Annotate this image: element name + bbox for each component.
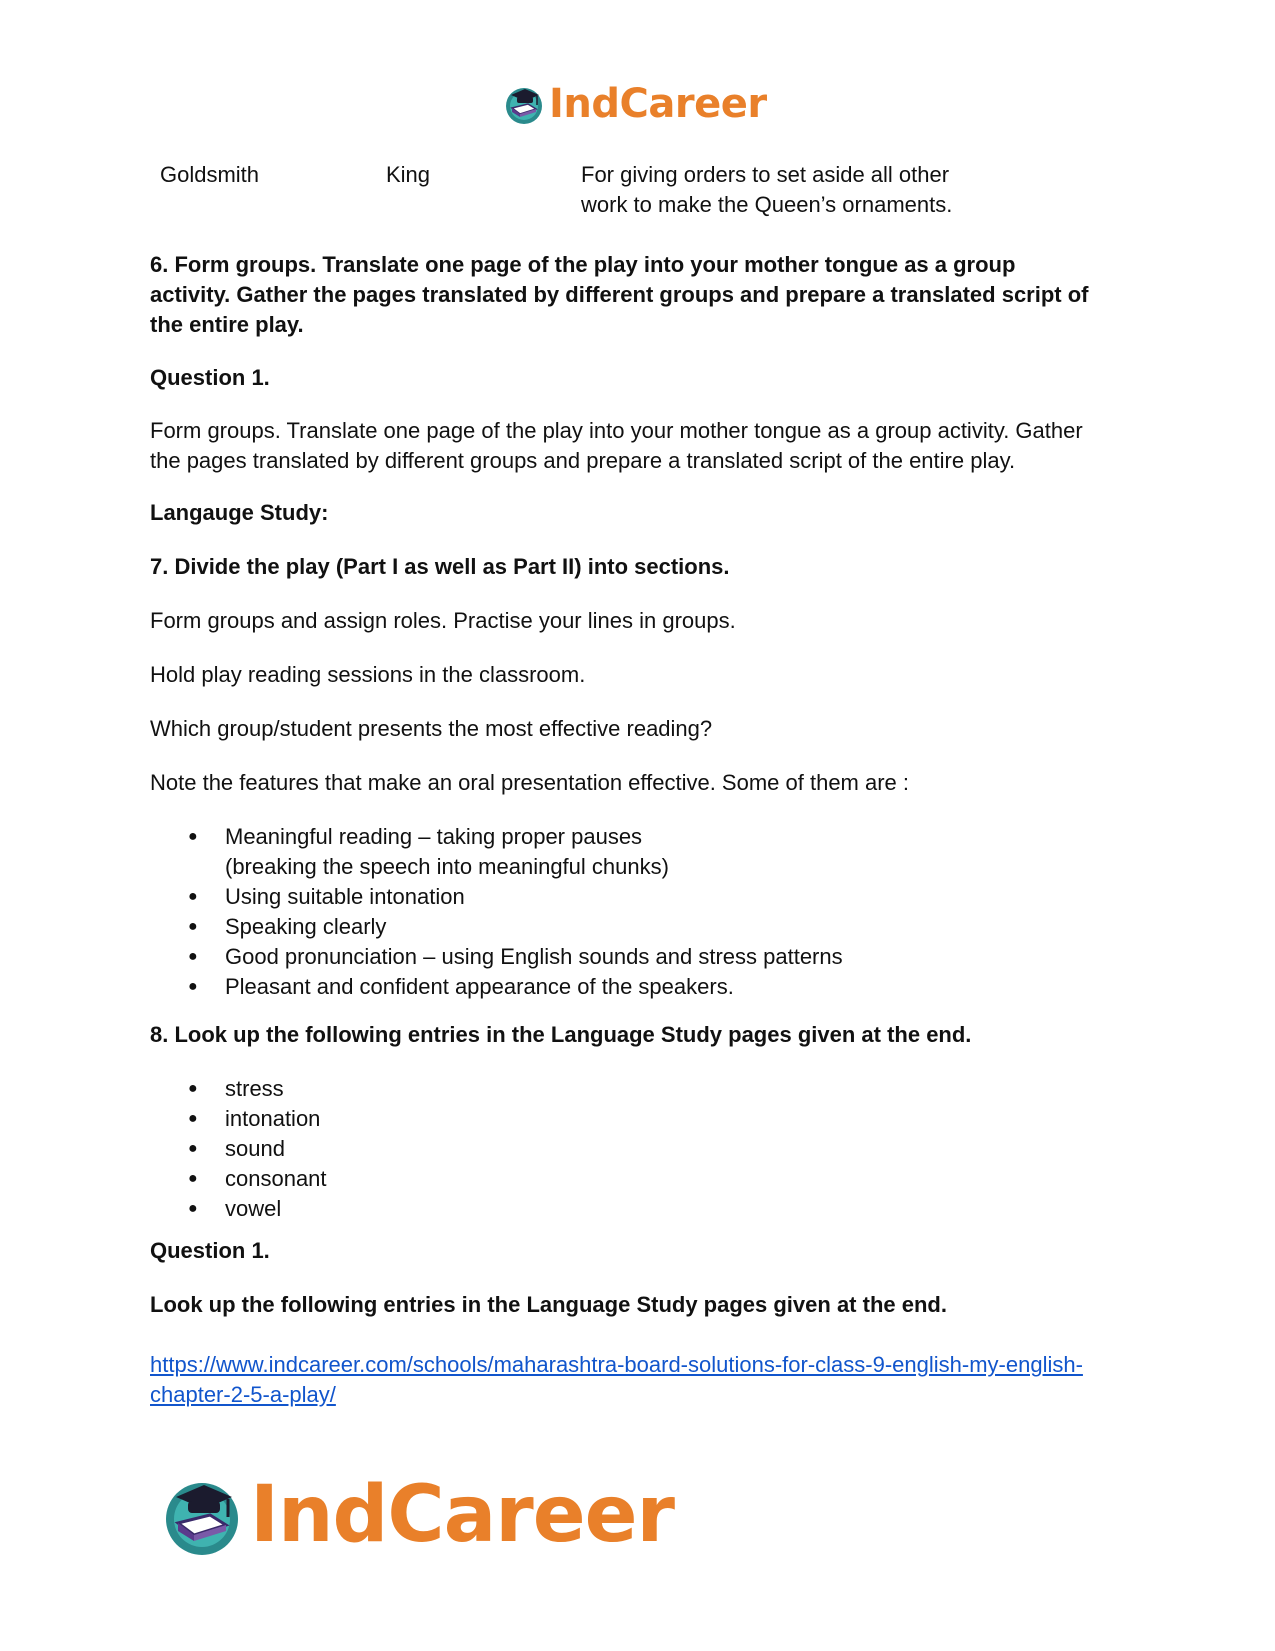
bullet-icon: ● xyxy=(188,888,198,905)
header-logo xyxy=(503,80,767,128)
entries-list xyxy=(150,1074,327,1224)
bullet-icon: ● xyxy=(188,1170,198,1187)
language-study-heading: Langauge Study: xyxy=(150,500,329,525)
list-item: ● sound xyxy=(150,1134,327,1164)
list-item: ● Pleasant and confident appearance of the speakers. xyxy=(150,972,843,1002)
bullet-icon: ● xyxy=(188,828,198,845)
list-item: ● consonant xyxy=(150,1164,327,1194)
table-cell-reason: For giving orders to set aside all other work to make the Queen’s ornaments. xyxy=(581,162,953,217)
list-item: ● stress xyxy=(150,1074,327,1104)
logo-text: IndCareer xyxy=(549,81,767,127)
features-list xyxy=(150,822,843,1002)
list-item: ● Using suitable intonation xyxy=(150,882,843,912)
bullet-icon: ● xyxy=(188,1110,198,1127)
bullet-icon: ● xyxy=(188,978,198,995)
section-6-question-text: Form groups. Translate one page of the play into your mother tongue as a group activity. Gather the pages translated by different groups and prepare a translated script of the entire play. xyxy=(150,418,1083,473)
source-link[interactable]: https://www.indcareer.com/schools/maharashtra-board-solutions-for-class-9-english-my-english- chapter-2-5-a-play/ xyxy=(150,1352,1083,1407)
section-8-question-label: Question 1. xyxy=(150,1238,270,1263)
bullet-icon: ● xyxy=(188,948,198,965)
section-7-heading: 7. Divide the play (Part I as well as Part II) into sections. xyxy=(150,554,730,579)
list-item-continuation: (breaking the speech into meaningful chunks) xyxy=(225,854,669,879)
list-item: ● Speaking clearly xyxy=(150,912,843,942)
section-8-heading: 8. Look up the following entries in the Language Study pages given at the end. xyxy=(150,1022,972,1047)
bullet-icon: ● xyxy=(188,1140,198,1157)
graduation-book-icon xyxy=(503,83,545,125)
section-7-para-3: Which group/student presents the most effective reading? xyxy=(150,716,713,741)
list-item: ● vowel xyxy=(150,1194,327,1224)
logo-text: IndCareer xyxy=(250,1470,674,1560)
section-7-para-2: Hold play reading sessions in the classroom. xyxy=(150,662,586,687)
section-8-question-text: Look up the following entries in the Language Study pages given at the end. xyxy=(150,1292,947,1317)
graduation-book-icon xyxy=(160,1473,244,1557)
bullet-icon: ● xyxy=(188,1200,198,1217)
bullet-icon: ● xyxy=(188,918,198,935)
bullet-icon: ● xyxy=(188,1080,198,1097)
list-item: ● Meaningful reading – taking proper pauses xyxy=(150,822,843,852)
list-item: ● Good pronunciation – using English sounds and stress patterns xyxy=(150,942,843,972)
table-cell-person: Goldsmith xyxy=(160,162,260,187)
section-7-para-4: Note the features that make an oral presentation effective. Some of them are : xyxy=(150,770,910,795)
footer-logo xyxy=(160,1470,674,1560)
section-7-para-1: Form groups and assign roles. Practise your lines in groups. xyxy=(150,608,736,633)
section-6-question-label: Question 1. xyxy=(150,365,270,390)
section-6-heading: 6. Form groups. Translate one page of the play into your mother tongue as a group activity. Gather the pages translated by different groups and prepare a translated script of the entire play. xyxy=(150,252,1089,337)
source-link-block xyxy=(150,1350,1150,1410)
list-item: ● intonation xyxy=(150,1104,327,1134)
table-cell-target: King xyxy=(386,162,431,187)
